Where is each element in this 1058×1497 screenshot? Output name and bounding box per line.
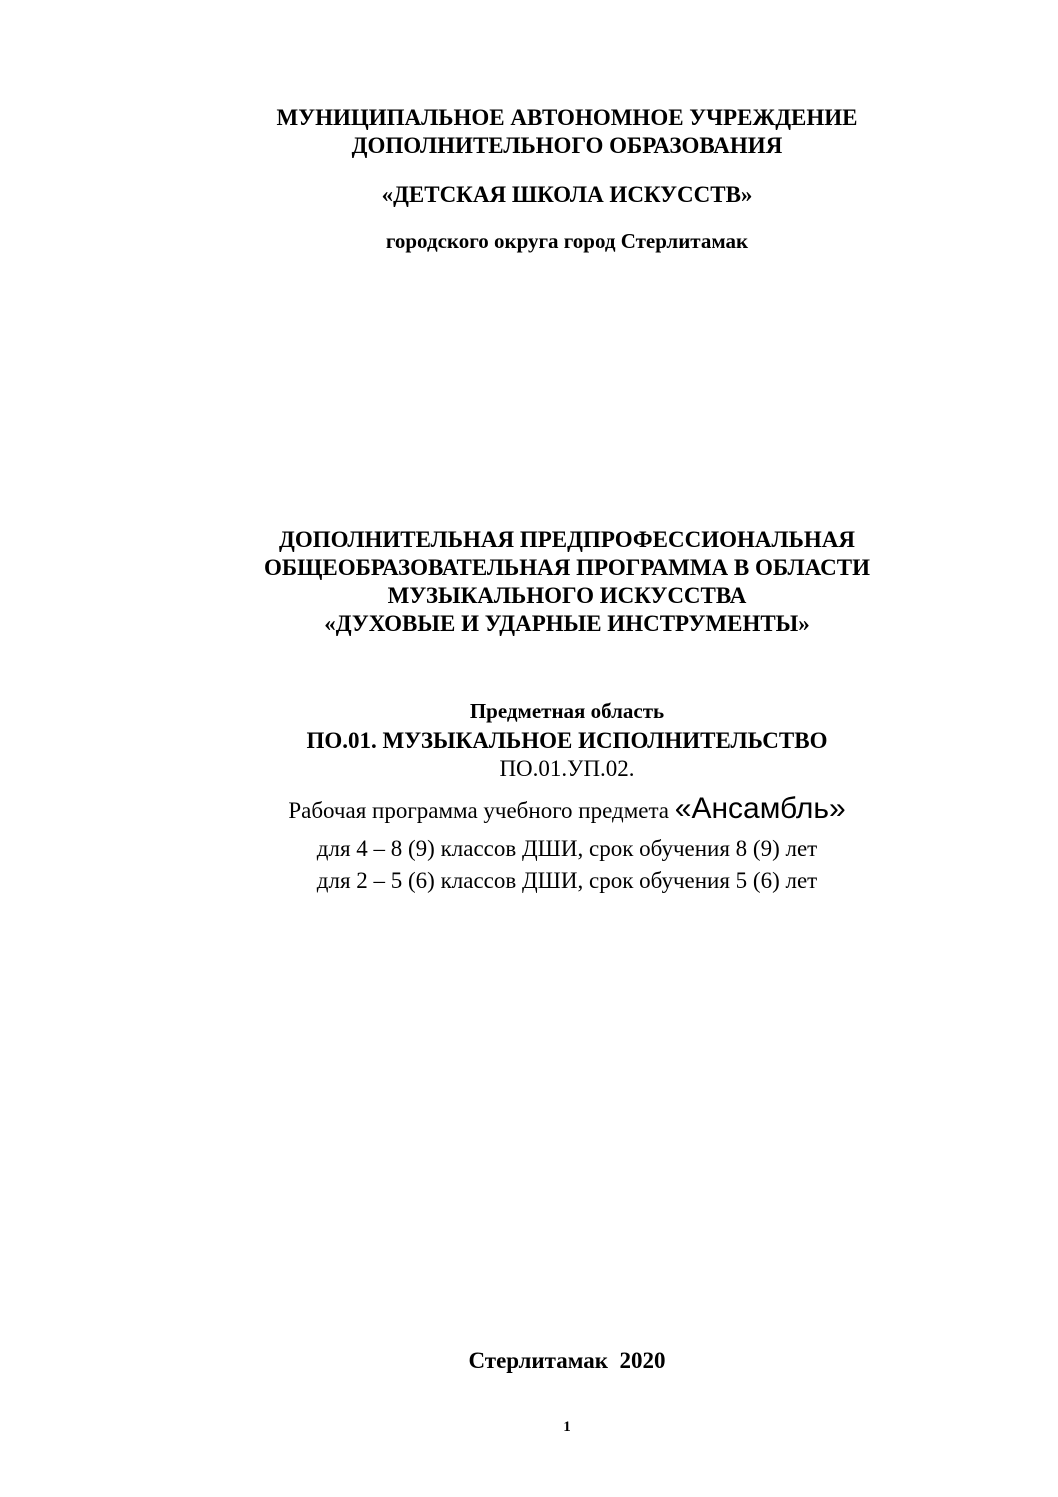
- institution-city: городского округа город Стерлитамак: [385, 229, 749, 253]
- classes-line-1: для 4 – 8 (9) классов ДШИ, срок обучения 8 (9) лет: [316, 836, 818, 861]
- institution-line-1: МУНИЦИПАЛЬНОЕ АВТОНОМНОЕ УЧРЕЖДЕНИЕ: [276, 105, 858, 130]
- institution-name: «ДЕТСКАЯ ШКОЛА ИСКУССТВ»: [381, 182, 753, 207]
- program-title-line-1: ДОПОЛНИТЕЛЬНАЯ ПРЕДПРОФЕССИОНАЛЬНАЯ: [279, 527, 855, 552]
- subject-area-name: ПО.01. МУЗЫКАЛЬНОЕ ИСПОЛНИТЕЛЬСТВО: [306, 728, 828, 753]
- classes-line-2: для 2 – 5 (6) классов ДШИ, срок обучения 5 (6) лет: [316, 868, 818, 893]
- institution-line-2: ДОПОЛНИТЕЛЬНОГО ОБРАЗОВАНИЯ: [351, 133, 783, 158]
- city-year: Стерлитамак 2020: [468, 1348, 666, 1373]
- program-title-line-2: ОБЩЕОБРАЗОВАТЕЛЬНАЯ ПРОГРАММА В ОБЛАСТИ: [264, 555, 870, 580]
- subject-area-label: Предметная область: [469, 699, 665, 723]
- work-program-line: [0, 794, 1058, 824]
- work-program-prefix: Рабочая программа учебного предмета: [288, 798, 670, 823]
- subject-code: ПО.01.УП.02.: [499, 756, 635, 781]
- subject-name: «Ансамбль»: [674, 792, 846, 825]
- program-title-line-3: МУЗЫКАЛЬНОГО ИСКУССТВА: [387, 583, 747, 608]
- program-title-line-4: «ДУХОВЫЕ И УДАРНЫЕ ИНСТРУМЕНТЫ»: [324, 611, 810, 636]
- page-number: 1: [563, 1419, 571, 1435]
